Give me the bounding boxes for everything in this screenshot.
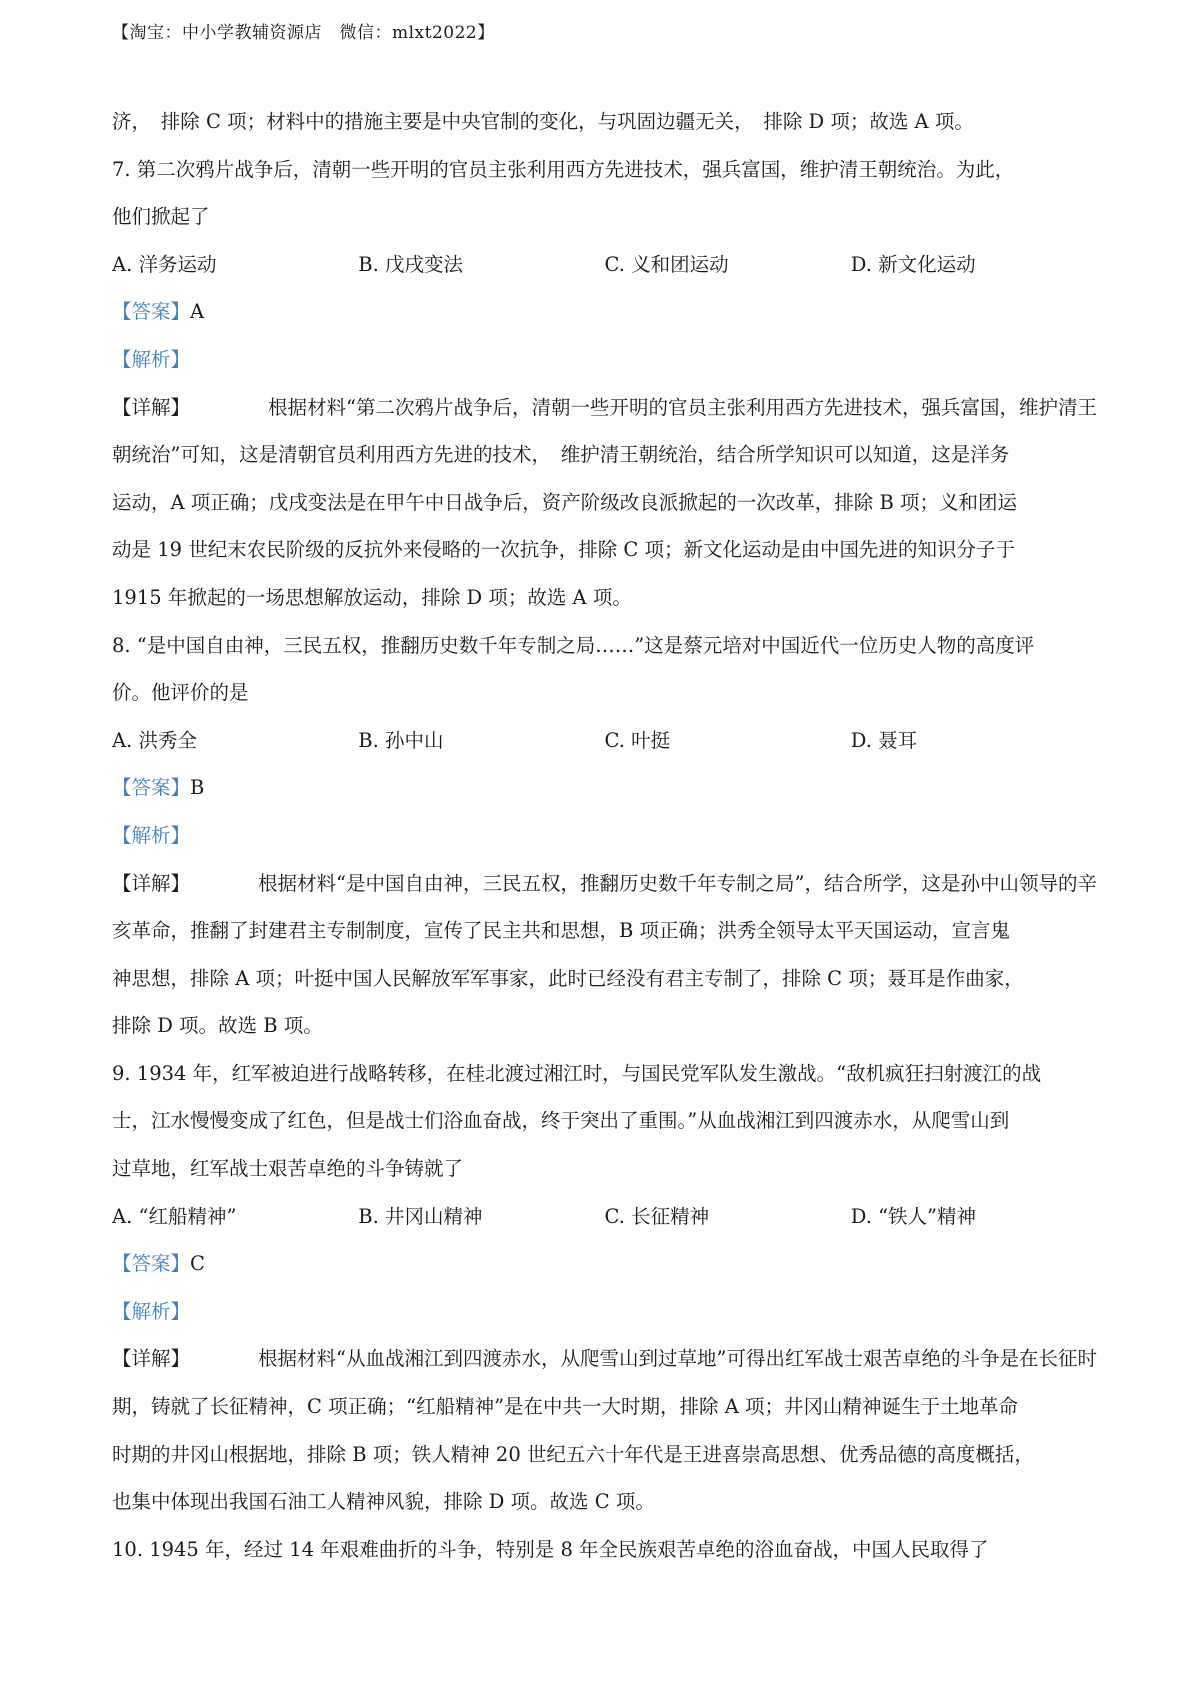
q7-detail-line: 1915 年掀起的一场思想解放运动，排除 D 项；故选 A 项。 (112, 585, 632, 609)
option-c: C. 叶挺 (604, 728, 671, 752)
q7-detail-line: 动是 19 世纪末农民阶级的反抗外来侵略的一次抗争，排除 C 项；新文化运动是由中国先进的知识分子于 (112, 538, 1016, 562)
q8-detail-line: 排除 D 项。故选 B 项。 (112, 1014, 323, 1038)
q7-detail-line: 运动，A 项正确；戊戌变法是在甲午中日战争后，资产阶级改良派掀起的一次改革，排除 B 项；义和团运 (112, 490, 1018, 514)
detail-tag: 【详解】 (112, 395, 191, 419)
q9-stem-line: 9. 1934 年，红军被迫进行战略转移，在桂北渡过湘江时，与国民党军队发生激战。“敌机疯狂扫射渡江的战 (112, 1061, 1042, 1085)
answer-tag: 【答案】 (112, 776, 191, 800)
q8-stem-line: 8. “是中国自由神，三民五权，推翻历史数千年专制之局……”这是蔡元培对中国近代一位历史人物的高度评 (112, 633, 1035, 657)
option-b: B. 戊戌变法 (358, 252, 463, 276)
option-a: A. 洋务运动 (112, 252, 217, 276)
q8-answer (112, 764, 1097, 812)
analysis-tag: 【解析】 (112, 823, 191, 847)
q8-detail-line (112, 860, 1097, 908)
answer-value: B (190, 776, 205, 800)
option-d: D. 聂耳 (850, 728, 918, 752)
option-c: C. 义和团运动 (604, 252, 729, 276)
option-d: D. 新文化运动 (850, 252, 976, 276)
q7-detail-line (112, 384, 1097, 432)
q9-detail-line: 也集中体现出我国石油工人精神风貌，排除 D 项。故选 C 项。 (112, 1490, 655, 1514)
q8-detail-line: 亥革命，推翻了封建君主专制制度，宣传了民主共和思想，B 项正确；洪秀全领导太平天国运动，宣言鬼 (112, 919, 1011, 943)
q9-detail-line: 期，铸就了长征精神，C 项正确；“红船精神”是在中共一大时期，排除 A 项；井冈山精神诞生于土地革命 (112, 1395, 1019, 1419)
detail-tag: 【详解】 (112, 1347, 191, 1371)
q10-stem-line: 10. 1945 年，经过 14 年艰难曲折的斗争，特别是 8 年全民族艰苦卓绝的浴血奋战，中国人民取得了 (112, 1537, 989, 1561)
q7-detail-line: 朝统治”可知，这是清朝官员利用西方先进的技术， 维护清王朝统治，结合所学知识可以知道，这是洋务 (112, 443, 1010, 467)
answer-value: A (190, 300, 205, 324)
option-a: A. 洪秀全 (112, 728, 197, 752)
q9-detail-line: 时期的井冈山根据地，排除 B 项；铁人精神 20 世纪五六十年代是王进喜崇高思想、优秀品德的高度概括， (112, 1442, 1034, 1466)
q9-analysis-heading (112, 1288, 1097, 1336)
page-header: 【淘宝：中小学教辅资源店 微信：mlxt2022】 (112, 23, 495, 43)
analysis-tag: 【解析】 (112, 347, 191, 371)
option-b: B. 孙中山 (358, 728, 444, 752)
q9-options (112, 1193, 1097, 1241)
answer-value: C (190, 1252, 205, 1276)
q8-detail-line: 神思想，排除 A 项；叶挺中国人民解放军军事家，此时已经没有君主专制了，排除 C 项；聂耳是作曲家， (112, 966, 1024, 990)
detail-text: 根据材料“从血战湘江到四渡赤水，从爬雪山到过草地”可得出红军战士艰苦卓绝的斗争是在长征时 (258, 1347, 1097, 1371)
option-b: B. 井冈山精神 (358, 1204, 483, 1228)
q7-options (112, 241, 1097, 289)
q9-detail-line (112, 1335, 1097, 1383)
q8-stem-line: 价。他评价的是 (112, 681, 249, 705)
detail-text: 根据材料“是中国自由神，三民五权，推翻历史数千年专制之局”，结合所学，这是孙中山领导的辛 (258, 871, 1097, 895)
prev-answer-tail: 济， 排除 C 项；材料中的措施主要是中央官制的变化，与巩固边疆无关， 排除 D 项；故选 A 项。 (112, 110, 974, 133)
detail-text: 根据材料“第二次鸦片战争后，清朝一些开明的官员主张利用西方先进技术，强兵富国，维护清王 (268, 395, 1097, 419)
q9-stem-line: 士，江水慢慢变成了红色，但是战士们浴血奋战，终于突出了重围。”从血战湘江到四渡赤水，从爬雪山到 (112, 1109, 1010, 1133)
q9-stem-line: 过草地，红军战士艰苦卓绝的斗争铸就了 (112, 1157, 464, 1181)
q8-options (112, 717, 1097, 765)
answer-tag: 【答案】 (112, 1252, 191, 1276)
q7-stem-line: 他们掀起了 (112, 205, 210, 229)
option-a: A. “红船精神” (112, 1204, 237, 1228)
q7-stem-line: 7. 第二次鸦片战争后，清朝一些开明的官员主张利用西方先进技术，强兵富国，维护清王朝统治。为此， (112, 157, 1015, 181)
answer-tag: 【答案】 (112, 300, 191, 324)
option-c: C. 长征精神 (604, 1204, 710, 1228)
q7-analysis-heading (112, 336, 1097, 384)
q8-analysis-heading (112, 812, 1097, 860)
q9-answer (112, 1240, 1097, 1288)
option-d: D. “铁人”精神 (850, 1204, 977, 1228)
detail-tag: 【详解】 (112, 871, 191, 895)
analysis-tag: 【解析】 (112, 1299, 191, 1323)
document-body (112, 98, 1097, 1573)
q7-answer (112, 288, 1097, 336)
